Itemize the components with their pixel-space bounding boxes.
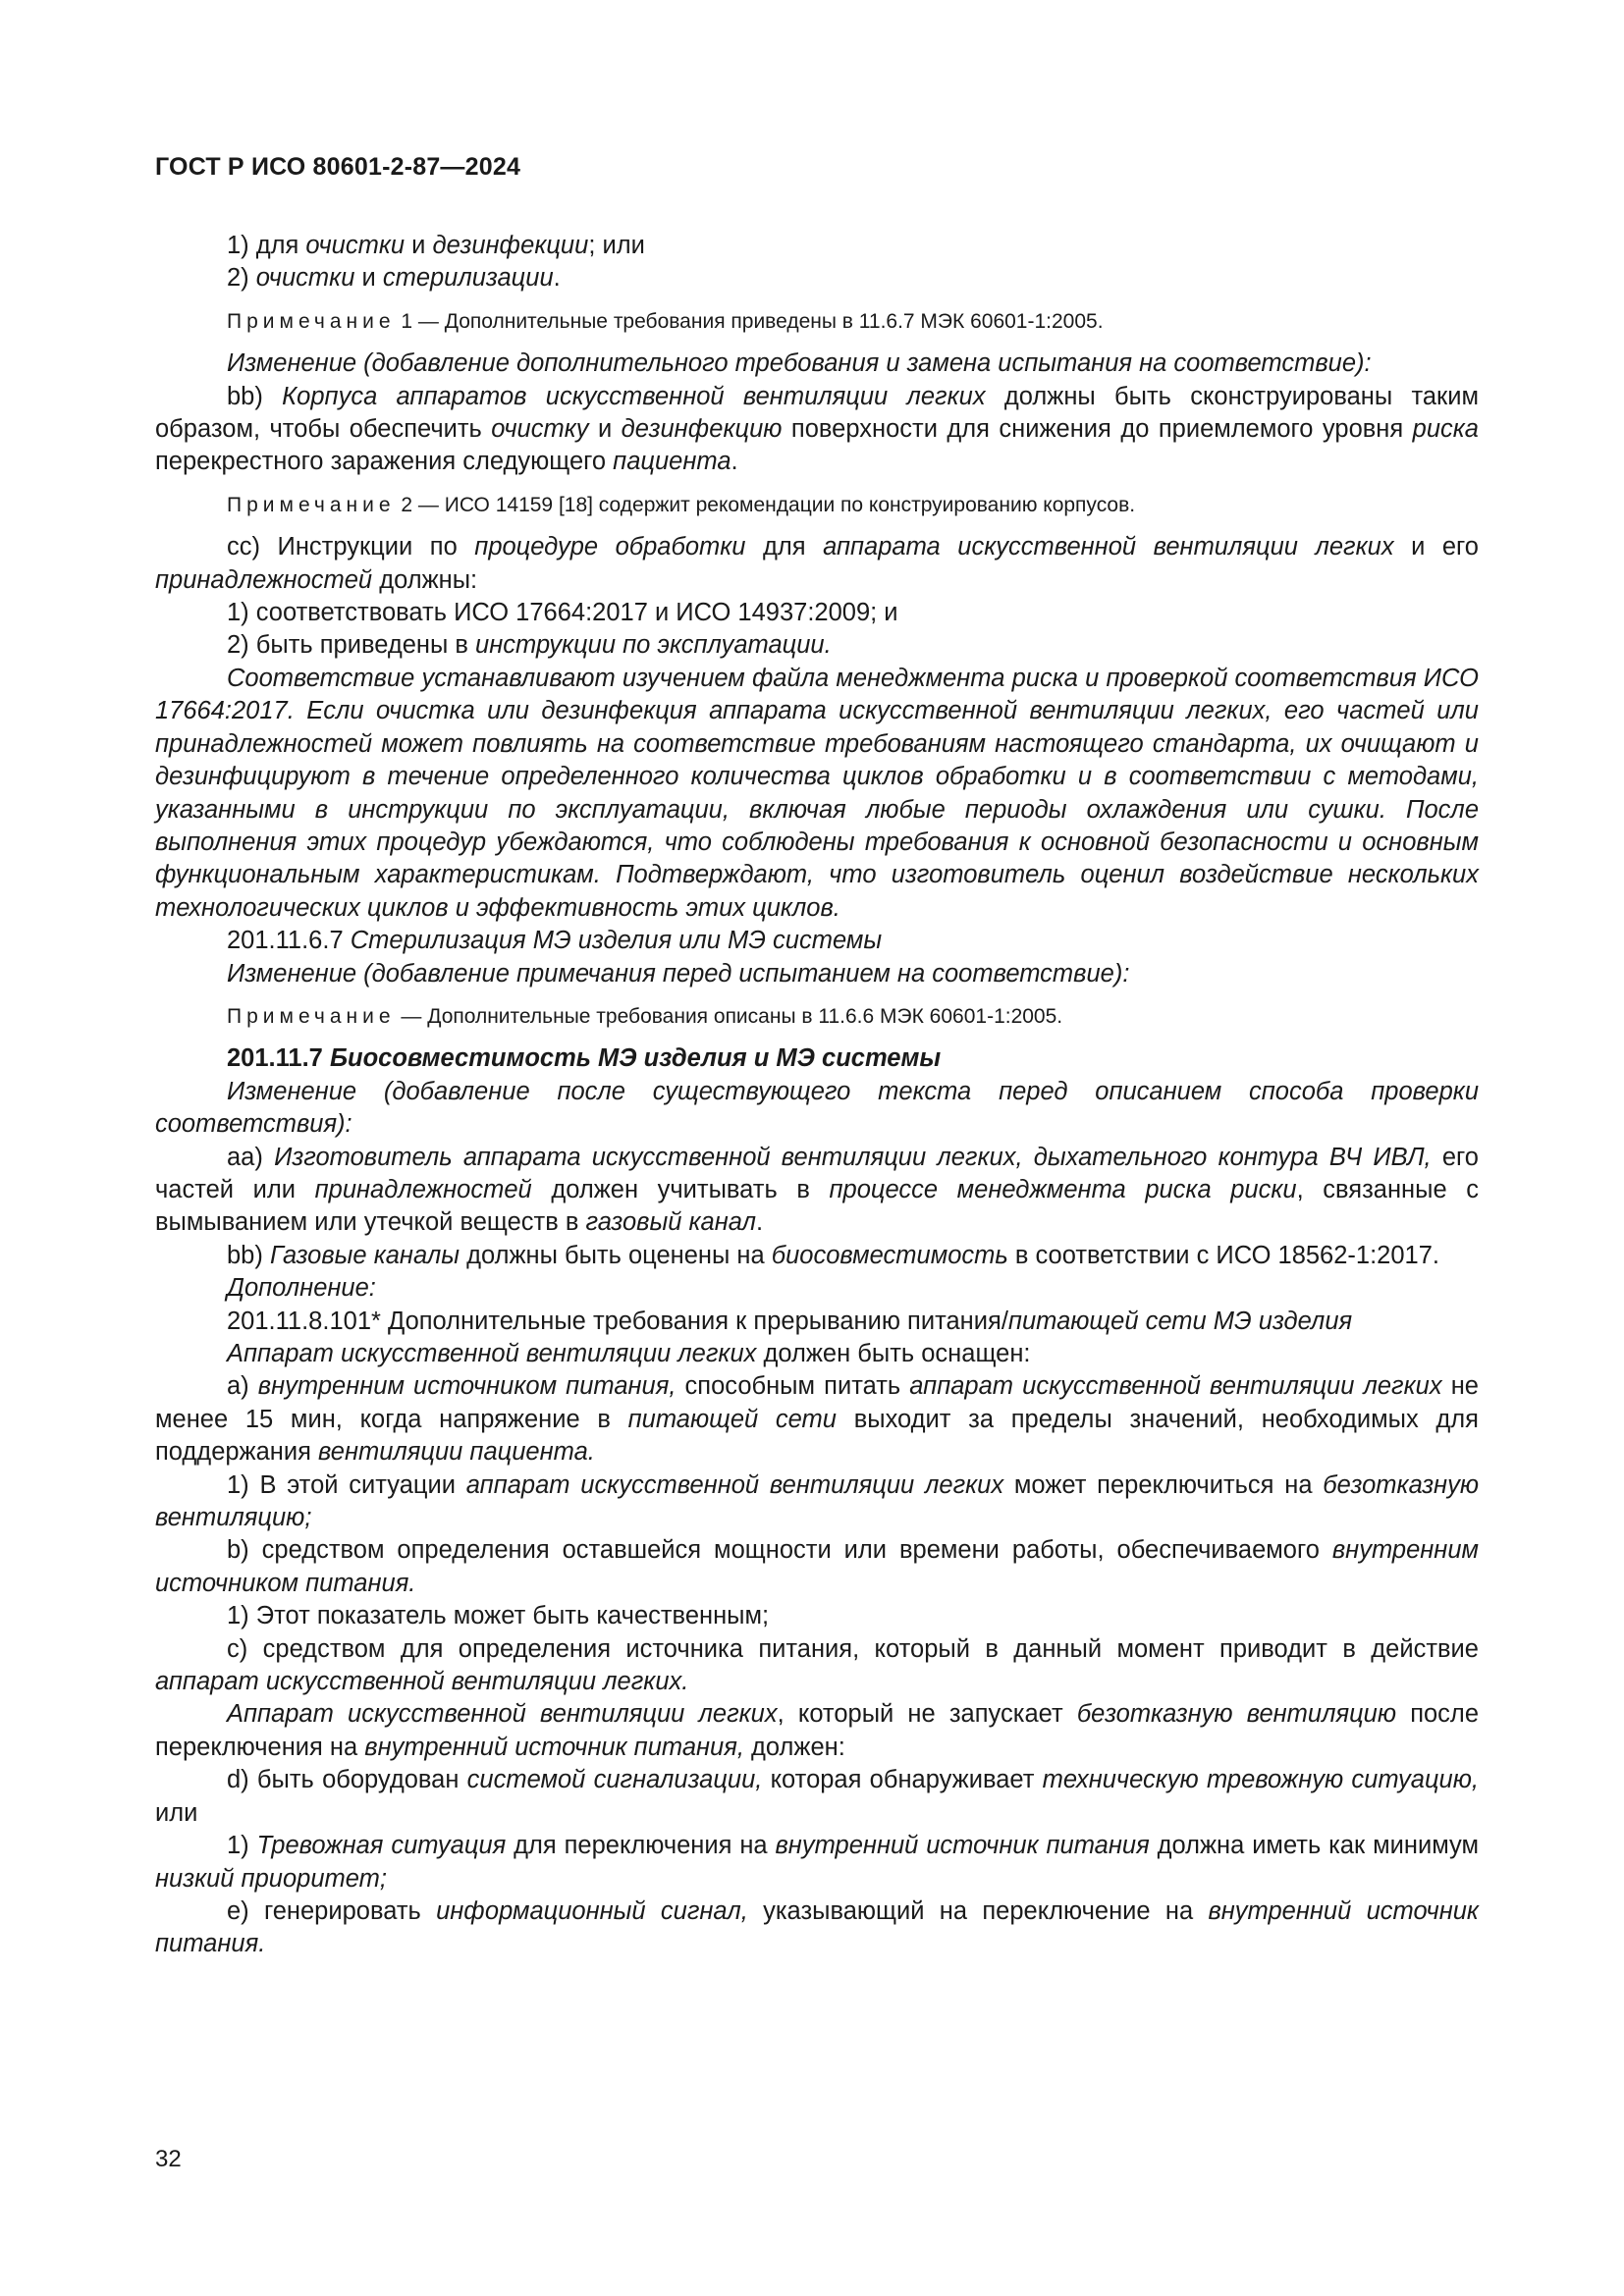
text-run: перекрестного заражения следующего — [155, 448, 614, 476]
text-run: aa) — [227, 1143, 275, 1171]
paragraph — [155, 1469, 1479, 1535]
text-run: внутренним источником питания, — [257, 1372, 677, 1401]
text-run: внутренний источник питания. — [155, 1896, 1479, 1958]
text-run: безотказную вентиляцию; — [155, 1470, 1479, 1532]
paragraph — [155, 381, 1479, 479]
text-run: d) быть оборудован — [227, 1766, 467, 1794]
paragraph — [155, 1370, 1479, 1468]
text-run: 2 — ИСО 14159 [18] содержит рекомендации по конструированию корпусов. — [395, 493, 1136, 516]
text-run: очистку — [491, 415, 589, 444]
text-run: для — [745, 533, 824, 561]
text-run: аппарат искусственной вентиляции легких. — [155, 1668, 689, 1696]
text-run: процессе менеджмента риска риски — [829, 1175, 1297, 1203]
page-number: 32 — [155, 2146, 182, 2172]
text-run: — Дополнительные требования описаны в 11.6.6 МЭК 60601-1:2005. — [395, 1004, 1063, 1028]
text-run: дезинфекцию — [621, 415, 783, 444]
paragraph — [155, 1896, 1479, 1961]
text-run: поверхности для снижения до приемлемого уровня — [782, 415, 1413, 444]
paragraph — [155, 597, 1479, 629]
paragraph — [155, 1306, 1479, 1338]
paragraph — [155, 629, 1479, 662]
text-run: питающей сети МЭ изделия — [1007, 1307, 1353, 1335]
text-run: внутренний источник питания — [775, 1832, 1150, 1860]
text-run: процедуре обработки — [474, 533, 746, 561]
text-run: Аппарат искусственной вентиляции легких — [227, 1700, 778, 1729]
text-run: должны быть сконструированы таким образом, чтобы обеспечить — [155, 382, 1479, 444]
text-run: указывающий на переключение на — [747, 1896, 1209, 1925]
document-header: ГОСТ Р ИСО 80601-2-87—2024 — [155, 153, 521, 181]
text-run: не менее 15 мин, когда напряжение в — [155, 1372, 1479, 1433]
text-run: должен учитывать в — [531, 1175, 830, 1203]
text-run: Примечание — [227, 1004, 396, 1028]
paragraph — [155, 1600, 1479, 1632]
text-run: e) генерировать — [227, 1896, 437, 1925]
text-run: Изготовитель аппарата искусственной вентиляции легких, дыхательного контура ВЧ ИВЛ, — [274, 1143, 1432, 1171]
text-run: . — [756, 1208, 764, 1237]
text-run: в соответствии с ИСО 18562-1:2017. — [1007, 1241, 1439, 1269]
text-run: очистки — [255, 264, 355, 293]
text-run: пациента — [613, 448, 731, 476]
text-run: Изменение (добавление после существующего текста перед описанием способа проверки соответствия): — [155, 1077, 1479, 1139]
text-run: способным питать — [676, 1372, 910, 1401]
text-run: , который не запускает — [777, 1700, 1077, 1729]
text-run: 1 — Дополнительные требования приведены в 11.6.7 МЭК 60601-1:2005. — [395, 309, 1104, 333]
text-run: стерилизации — [382, 264, 554, 293]
text-run: газовый канал — [585, 1208, 757, 1237]
text-run: его частей или — [155, 1143, 1479, 1203]
text-run: Стерилизация МЭ изделия или МЭ системы — [350, 927, 883, 955]
paragraph — [155, 1698, 1479, 1764]
text-run: 2) — [227, 264, 256, 293]
text-run: Изменение (добавление примечания перед испытанием на соответствие): — [227, 959, 1130, 988]
text-run: должен быть оснащен: — [756, 1340, 1031, 1367]
text-run: или — [155, 1798, 198, 1827]
text-run: должны быть оценены на — [459, 1241, 772, 1269]
text-run: bb) — [227, 1241, 270, 1269]
text-run: системой сигнализации, — [466, 1766, 763, 1794]
text-run: Дополнение: — [227, 1274, 376, 1303]
text-run: внутренним источником питания. — [155, 1536, 1479, 1597]
text-run: информационный сигнал, — [436, 1896, 748, 1925]
paragraph — [155, 1272, 1479, 1305]
paragraph — [155, 1240, 1479, 1272]
text-run: 1) — [227, 1832, 257, 1860]
text-run: b) средством определения оставшейся мощности или времени работы, обеспечиваемого — [227, 1536, 1332, 1565]
paragraph — [155, 1830, 1479, 1896]
text-run: Тревожная ситуация — [256, 1832, 507, 1860]
paragraph — [155, 1338, 1479, 1370]
paragraph — [155, 663, 1479, 925]
text-run: инструкции по эксплуатации. — [475, 631, 832, 660]
note-paragraph — [155, 489, 1479, 521]
text-run: Примечание — [227, 309, 396, 333]
text-run: должен: — [743, 1733, 845, 1761]
text-run: аппарат искусственной вентиляции легких — [465, 1470, 1004, 1499]
text-run: вентиляции пациента. — [318, 1438, 595, 1467]
text-run: Биосовместимость МЭ изделия и МЭ системы — [329, 1044, 942, 1073]
text-run: 2) быть приведены в — [227, 631, 476, 660]
text-run: должна иметь как минимум — [1149, 1832, 1480, 1860]
text-run: аппарат искусственной вентиляции легких — [909, 1372, 1442, 1401]
text-run: питающей сети — [627, 1405, 837, 1433]
text-run: . — [553, 264, 561, 293]
text-run: и — [354, 264, 383, 293]
paragraph — [155, 531, 1479, 597]
paragraph — [155, 1076, 1479, 1142]
paragraph — [155, 262, 1479, 294]
text-run: a) — [227, 1372, 258, 1401]
text-run: bb) — [227, 382, 283, 410]
text-run: , связанные с вымыванием или утечкой веществ в — [155, 1175, 1479, 1237]
text-run: низкий приоритет; — [155, 1864, 387, 1893]
document-body — [155, 230, 1479, 1961]
text-run: дезинфекции — [432, 232, 589, 259]
text-run: Соответствие устанавливают изучением файла менеджмента риска и проверкой соответствия ИСО 17664:2017. Если очистка или дезинфекция аппарата искусственной вентиляции легких, его частей или принадлежностей может повлиять на соответствие требованиям настоящего стандарта, их очищают и дезинфицируют в течение определенного количества циклов обработки и в соответствии с методами, указанными в инструкции по эксплуатации, включая любые периоды охлаждения или сушки. После выполнения этих процедур убеждаются, что соблюдены требования к основной безопасности и основным функциональным характеристикам. Подтверждают, что изготовитель оценил воздействие нескольких технологических циклов и эффективность этих циклов. — [155, 664, 1479, 922]
text-run: Газовые каналы — [269, 1241, 460, 1269]
paragraph — [155, 230, 1479, 262]
note-paragraph — [155, 1000, 1479, 1033]
text-run: риска — [1412, 415, 1479, 444]
paragraph — [155, 1142, 1479, 1240]
text-run: техническую тревожную ситуацию, — [1042, 1766, 1479, 1794]
text-run: принадлежностей — [314, 1175, 532, 1203]
text-run: Аппарат искусственной вентиляции легких — [227, 1340, 757, 1367]
text-run: и — [405, 232, 433, 259]
text-run: cc) Инструкции по — [227, 533, 475, 561]
paragraph — [155, 1764, 1479, 1830]
text-run: 1) соответствовать ИСО 17664:2017 и ИСО 14937:2009; и — [227, 599, 898, 627]
text-run: внутренний источник питания, — [364, 1733, 744, 1761]
text-run: биосовместимость — [771, 1241, 1008, 1269]
text-run: 201.11.7 — [227, 1044, 330, 1073]
paragraph — [155, 925, 1479, 957]
text-run: принадлежностей — [155, 565, 373, 594]
text-run: после переключения на — [155, 1700, 1479, 1761]
text-run: 1) для — [227, 232, 306, 259]
note-paragraph — [155, 305, 1479, 338]
text-run: c) средством для определения источника питания, который в данный момент приводит в действие — [227, 1634, 1479, 1663]
text-run: которая обнаруживает — [762, 1766, 1043, 1794]
text-run: выходит за пределы значений, необходимых для поддержания — [155, 1405, 1479, 1467]
text-run: 201.11.6.7 — [227, 927, 351, 955]
paragraph — [155, 1534, 1479, 1600]
text-run: безотказную вентиляцию — [1076, 1700, 1397, 1729]
text-run: 1) Этот показатель может быть качественным; — [227, 1602, 770, 1630]
text-run: для переключения на — [506, 1832, 776, 1860]
paragraph — [155, 958, 1479, 990]
paragraph — [155, 347, 1479, 380]
text-run: очистки — [305, 232, 406, 259]
text-run: 201.11.8.101* Дополнительные требования к прерыванию питания/ — [227, 1307, 1008, 1335]
text-run: и его — [1393, 533, 1479, 561]
text-run: Изменение (добавление дополнительного требования и замена испытания на соответствие): — [227, 349, 1372, 378]
text-run: ; или — [588, 232, 645, 259]
paragraph — [155, 1042, 1479, 1075]
text-run: . — [731, 448, 738, 476]
text-run: может переключиться на — [1003, 1470, 1324, 1499]
text-run: 1) В этой ситуации — [227, 1470, 466, 1499]
paragraph — [155, 1633, 1479, 1699]
text-run: должны: — [372, 565, 478, 594]
text-run: аппарата искусственной вентиляции легких — [823, 533, 1394, 561]
text-run: и — [588, 415, 622, 444]
text-run: Примечание — [227, 493, 396, 516]
text-run: Корпуса аппаратов искусственной вентиляции легких — [282, 382, 986, 410]
